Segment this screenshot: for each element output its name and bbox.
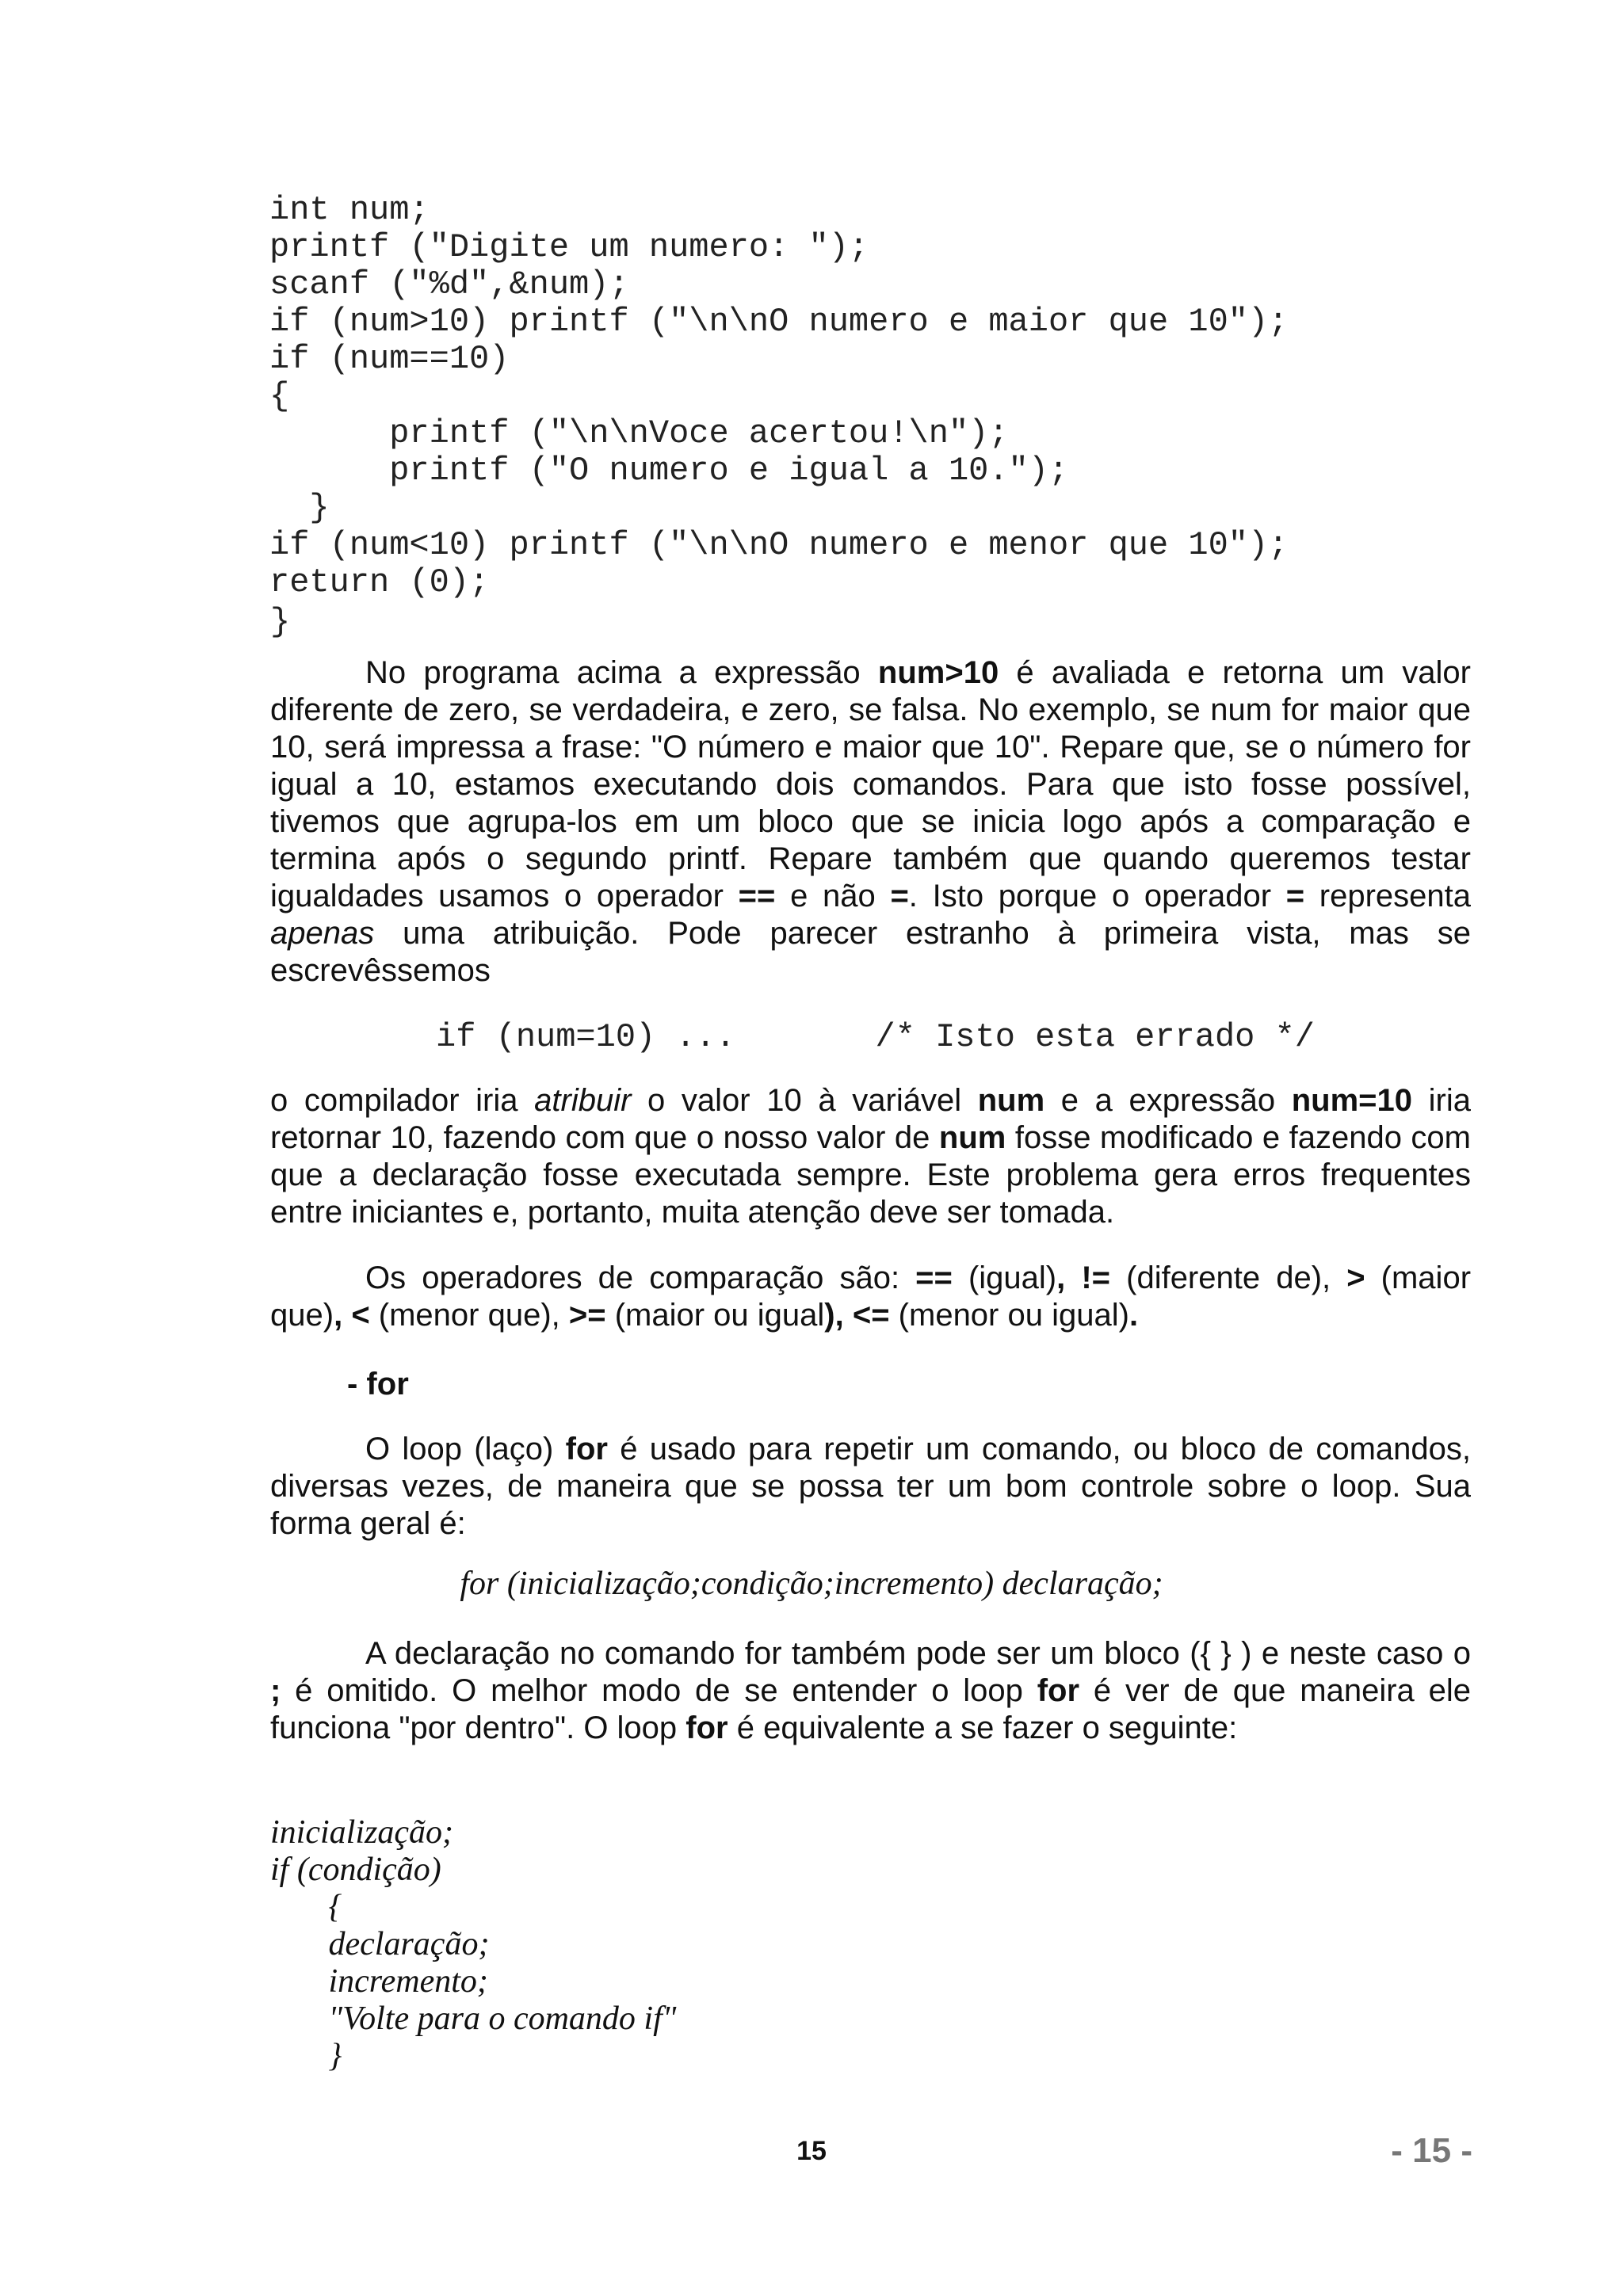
- code-closing-brace: }: [270, 603, 291, 641]
- paragraph-comparison-operators: Os operadores de comparação são: == (igual), != (diferente de), > (maior que), < (menor que), >= (maior ou igual), <= (menor ou igual).: [270, 1261, 1472, 1333]
- section-heading-for: - for: [347, 1367, 409, 1402]
- paragraph-for-intro: O loop (laço) for é usado para repetir um comando, ou bloco de comandos, diversas vezes, de maneira que se possa ter um bom controle sobre o loop. Sua forma geral é:: [270, 1432, 1471, 1541]
- for-syntax-line: for (inicialização;condição;incremento) declaração;: [460, 1566, 1163, 1602]
- code-listing: int num; printf ("Digite um numero: "); scanf ("%d",&num); if (num>10) printf ("\n\nO numero e maior que 10"); if (num==10) { printf ("\n\nVoce acertou!\n"); printf ("O numero e igual a 10."); } if (num<10) printf ("\n\nO numero e menor que 10"); return (0);: [269, 191, 1289, 601]
- paragraph-assignment-warning: o compilador iria atribuir o valor 10 à variável num e a expressão num=10 iria retornar 10, fazendo com que o nosso valor de num fosse modificado e fazendo com que a declaração fosse executada sempre. Este problema gera erros frequentes entre iniciantes e, portanto, muita atenção deve ser tomada.: [270, 1083, 1472, 1230]
- for-pseudocode: inicialização; if (condição) { declaração; incremento; "Volte para o comando if" }: [270, 1814, 677, 2074]
- page-number-right: - 15 -: [1391, 2131, 1472, 2170]
- paragraph-for-block: A declaração no comando for também pode ser um bloco ({ } ) e neste caso o ; é omitido. O melhor modo de se entender o loop for é ver de que maneira ele funciona "por dentro". O loop for é equivalente a se fazer o seguinte:: [270, 1636, 1471, 1745]
- page-number-center: 15: [796, 2136, 827, 2166]
- code-wrong-example: if (num=10) ... /* Isto esta errado */: [436, 1018, 1315, 1056]
- paragraph-expression-evaluation: No programa acima a expressão num>10 é avaliada e retorna um valor diferente de zero, se verdadeira, e zero, se falsa. No exemplo, se num for maior que 10, será impressa a frase: "O número e maior que 10". Repare que, se o número for igual a 10, estamos executando dois comandos. Para que isto fosse possível, tivemos que agrupa-los em um bloco que se inicia logo após a comparação e termina após o segundo printf. Repare também que quando queremos testar igualdades usamos o operador == e não =. Isto porque o operador = representa apenas uma atribuição. Pode parecer estranho à primeira vista, mas se escrevêssemos: [270, 655, 1472, 988]
